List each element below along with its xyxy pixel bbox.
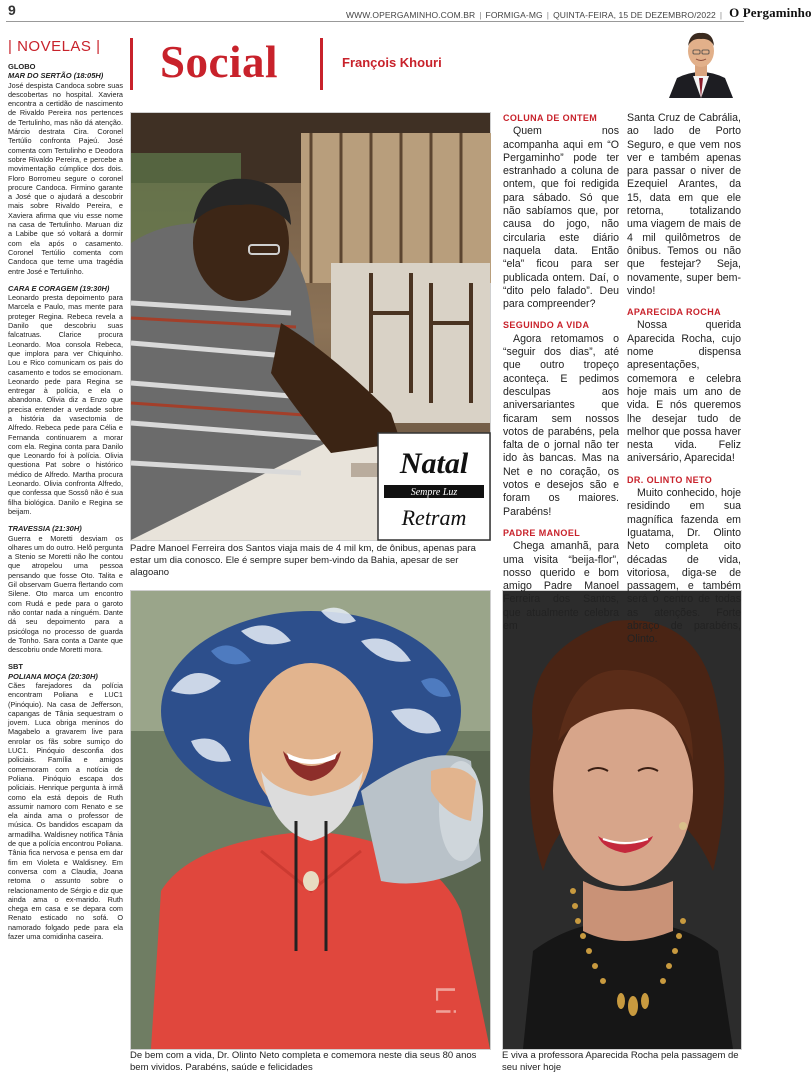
text-column-middle [503,112,619,633]
article-heading: SEGUINDO A VIDA [503,320,590,331]
brand-logo: O Pergaminho [729,5,812,20]
section-label: | NOVELAS | [8,38,101,55]
novela-entry [8,662,123,941]
article-body: Santa Cruz de Cabrália, ao lado de Porto Seguro, e que vem nos ver e também apenas para passar o niver de Ezequiel Arantes, da 15, data em que ele retorna, totalizando uma viagem de mais de 4 mil quilômetros de ônibus. Temos ou não que festejar? Seja, novamente, super bem-vindo! [627,112,741,297]
date-label: QUINTA-FEIRA, 15 DE DEZEMBRO/2022 [553,10,716,20]
show-title: CARA E CORAGEM (19:30H) [8,283,110,293]
show-title: TRAVESSIA (21:30H) [8,524,82,534]
novelas-column [8,62,123,941]
website-link[interactable]: WWW.OPERGAMINHO.COM.BR [346,10,476,20]
text-column-right [627,112,741,647]
masthead-line: WWW.OPERGAMINHO.COM.BR | FORMIGA-MG | QUINTA-FEIRA, 15 DE DEZEMBRO/2022 | O Pergaminho [346,5,812,20]
photo-caption: Padre Manoel Ferreira dos Santos viaja mais de 4 mil km, de ônibus, apenas para estar um dia conosco. Ele é sempre super bem-vindo da Bahia, apesar de ser alagoano [130,543,476,578]
title-divider-left [130,38,133,90]
show-synopsis: José despista Candoca sobre suas descobertas no hospital. Xaviera encontra a certidão de nascimento de Rivaldo Pereira nos pertences de Tertulinho, mas não dá atenção. Márcio destrata Cira. Coronel Tertúlio confronta Pajeú. José comenta com Tertulinho e Deodora sobre Rivaldo Pereira, e percebe a movimentação cúmplice dos dois. Floro Borromeu segure o coronel procure Candoca. Firmino garante a José que o ajudará a descobrir mais sobre Rivaldo Pereira, e Xaviera afirma que viu esse nome na casa de Tertulinho. Maruan diz a Labibe que só voltará a dormir com ela após o casamento. Coronel Tertúlio comenta com Candoca que teme uma tragédia entre José e Tertulinho. [8,80,123,276]
title-divider-right [320,38,323,90]
show-title: MAR DO SERTÃO (18:05H) [8,71,104,81]
article-body: Agora retomamos o “seguir dos dias”, até que outro tropeço aconteça. E pedimos desculpas aos aniversariantes que ficaram sem nossos votos de parabéns, pela falta de o jornal não ter ido às bancas. Mas na Net e no coração, os votos e desejos são e foram os maiores. Parabéns! [503,332,619,518]
author-name: François Khouri [342,55,442,70]
network-label: GLOBO [8,62,36,71]
novela-entry [8,524,123,654]
page-number: 9 [8,2,16,18]
svg-text:L i: L i [430,986,461,1015]
article-body: Nossa querida Aparecida Rocha, cujo nome dispensa apresentações, comemora e celebra hoje mais um ano de vida. E nós queremos lhe desejar tudo de melhor que possa haver nesta vida. Feliz aniversário, Aparecida! [627,319,741,465]
show-synopsis: Cães farejadores da polícia encontram Poliana e LUC1 (Pinóquio). Na casa de Jefferson, capangas de Tânia sequestram o jovem. Luca obriga meninos do Magabelo a gravarem live para enrolar os fãs sobre sumiço do LUC1. Pinóquio desconfia dos policiais. Família e amigos comemoram com a notícia de Poliana. Pinóquio escapa dos policiais. Henrique pergunta à irmã como ela está depois de Ruth assumir namoro com Renato e se ela ainda ama o professor de música. Os bandidos escapam da armadilha. Waldisney notifica Tânia de que a polícia encontrou Poliana. Tânia fica nervosa e pensa em dar fim em Violeta e Waldisney. Em conversa com a Claudia, Joana retoma o assunto sobre o relacionamento de Sérgio e diz que ainda ama o ex-marido. Ruth chega em casa e se depara com Renato esticado no sofá. O namorado folgado pede para ela fazer uma comidinha caseira. [8,681,123,942]
author-portrait [663,26,739,98]
city-label: FORMIGA-MG [485,10,543,20]
network-label: SBT [8,662,23,672]
article-heading: PADRE MANOEL [503,527,581,538]
badge-subtitle: Sempre Luz [410,487,458,498]
header-rule [6,21,744,22]
show-synopsis: Leonardo presta depoimento para Marcela e Paulo, mas mente para proteger Regina. Rebeca revela a Danilo que descobriu suas falcatruas. Clarice procura Leonardo. Moa consola Rebeca, que implora para ver Chiquinho. Lou e Rico comunicam os pais do casamento e todos se emocionam. Leonardo pede para Regina se entregar à polícia, e ela o abandona. Olivia diz a Enzo que precisa entender a verdade sobre a história da vasectomia de Alfredo. Rebeca pede para Célia e Fernanda continuarem a morar com ela. Regina conta para Danilo que Leonardo foi à polícia. Olivia questiona Pat sobre o histórico médico de Alfredo. Martha procura Leonardo. Olivia confronta Alfredo, que confessa que Sossô não é sua filha biológica. Danilo e Regina se beijam. [8,293,123,516]
badge-brand: Retram [401,505,467,530]
novela-entry [8,284,123,516]
natal-badge [378,433,490,540]
article-body: Chega amanhã, para uma visita “beija-flor”, nosso querido e bom amigo Padre Manoel Ferreira dos Santos, que atualmente celebra em [503,540,619,632]
photo-caption: E viva a professora Aparecida Rocha pela passagem de seu niver hoje [502,1050,739,1073]
show-title: POLIANA MOÇA (20:30H) [8,671,98,681]
show-synopsis: Guerra e Moretti desviam os olhares um do outro. Helô pergunta a Stenio se Moretti não lhe contou que atropelou uma pessoa pensando que fosse Oto. Talita e Gil observam Guerra flertando com Silene. Oto marca um encontro com Rudá e pede para o garoto não contar nada a ninguém. Dante dá seu depoimento para a psicóloga no processo de guarda de Tonho. Sara conta a Dante que descobriu onde Moretti mora. [8,533,123,655]
article-body: Muito conhecido, hoje residindo em sua magnífica fazenda em Iguatama, Dr. Olinto Neto completa oito décadas de vida, vitoriosa, diga-se de passagem, e também será o centro de todas as atenções. Forte abraço de parabéns, Olinto. [627,487,741,646]
article-body: Quem nos acompanha aqui em “O Pergaminho” pode ter estranhado a coluna de ontem, que foi redigida para sábado. Só que não sabíamos que, por causa do jogo, não circularia este diário naquela data. Então “ela” ficou para ser publicada ontem. Daí, o “dito pelo falado”. Deu para compreender? [503,125,619,311]
article-heading: COLUNA DE ONTEM [503,113,598,123]
badge-title: Natal [399,447,469,480]
novela-entry [8,62,123,276]
photo-aparecida-rocha [502,590,742,1050]
photo-caption: De bem com a vida, Dr. Olinto Neto completa e comemora neste dia seus 80 anos bem vividos. Parabéns, saúde e felicidades [130,1050,477,1073]
column-title: Social [160,37,279,87]
photo-olinto-neto [130,590,491,1050]
photo-padre-manoel [130,112,491,541]
article-heading: DR. OLINTO NETO [627,474,713,485]
article-heading: APARECIDA ROCHA [627,307,722,318]
